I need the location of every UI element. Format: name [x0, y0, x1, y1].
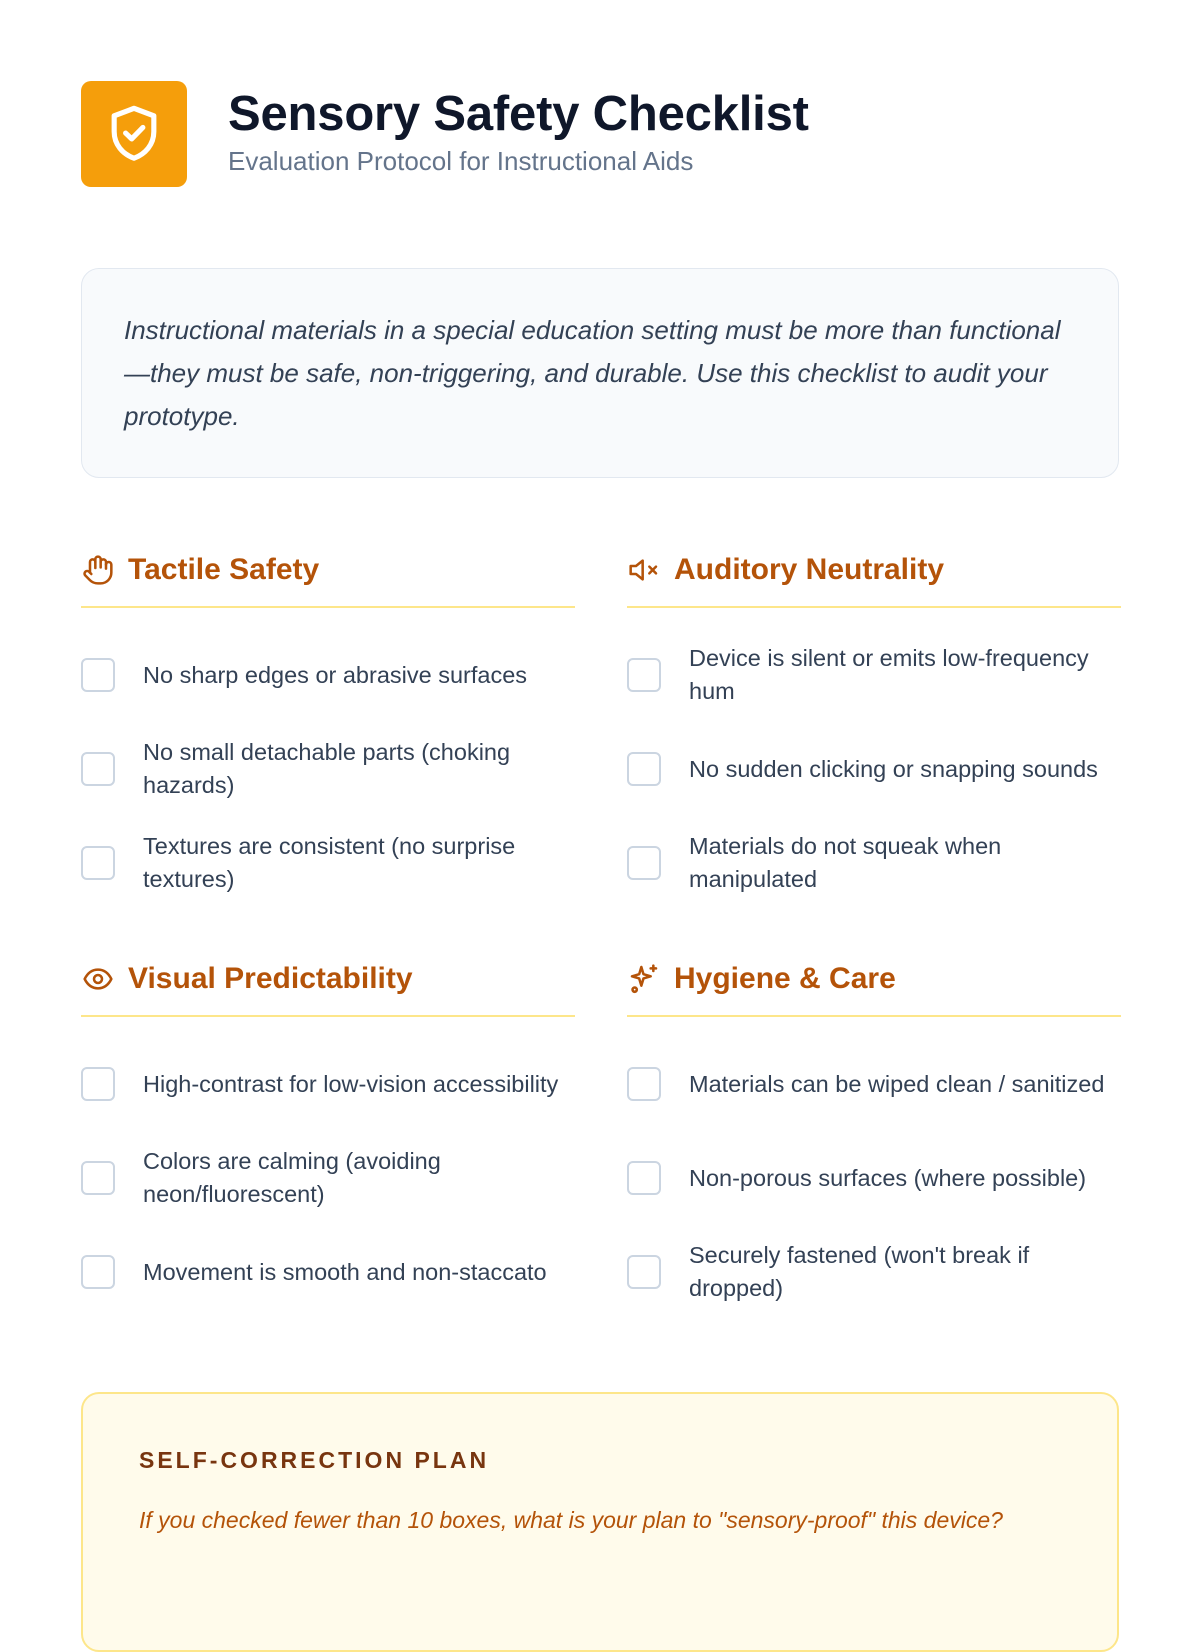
speaker-muted-icon [627, 553, 661, 587]
checklist-item-label: High-contrast for low-vision accessibility [143, 1070, 559, 1097]
checklist-item [81, 1051, 575, 1117]
checklist-item-label: Device is silent or emits low-frequency hum [689, 645, 1089, 704]
checklist-item [81, 1145, 575, 1211]
checkbox[interactable] [81, 658, 115, 692]
header-titles [228, 87, 809, 177]
checkbox[interactable] [81, 752, 115, 786]
checklist-item [81, 736, 575, 802]
section-title: Hygiene & Care [674, 962, 896, 995]
section-title: Tactile Safety [128, 553, 320, 586]
page-title: Sensory Safety Checklist [228, 87, 809, 141]
checklist-item-label: Movement is smooth and non-staccato [143, 1258, 547, 1285]
section-visual-predictability [81, 957, 575, 1305]
checklist-item-label: No sharp edges or abrasive surfaces [143, 661, 528, 688]
checklist-item [627, 1051, 1121, 1117]
self-correction-plan [81, 1392, 1119, 1652]
page-subtitle: Evaluation Protocol for Instructional Aids [228, 146, 694, 176]
plan-title: SELF-CORRECTION PLAN [139, 1447, 490, 1473]
eye-icon [81, 962, 115, 996]
checkbox[interactable] [81, 1255, 115, 1289]
hand-icon [81, 553, 115, 587]
checklist-item-label: Materials can be wiped clean / sanitized [689, 1070, 1105, 1097]
checkbox[interactable] [627, 1255, 661, 1289]
checklist-item [627, 1145, 1121, 1211]
section-title: Auditory Neutrality [674, 553, 945, 586]
checklist [81, 1051, 575, 1305]
checkbox[interactable] [81, 1161, 115, 1195]
plan-prompt: If you checked fewer than 10 boxes, what is your plan to "sensory-proof" this device? [139, 1507, 1003, 1533]
section-hygiene-care [627, 957, 1121, 1305]
checkbox[interactable] [627, 752, 661, 786]
shield-check-icon [81, 81, 187, 187]
checkbox[interactable] [627, 1161, 661, 1195]
checklist-item [81, 1239, 575, 1305]
checklist-item [627, 642, 1121, 708]
checklist-item-label: Securely fastened (won't break if dropped) [689, 1242, 1030, 1301]
checkbox[interactable] [81, 846, 115, 880]
checkbox[interactable] [627, 846, 661, 880]
checklist-item-label: Materials do not squeak when manipulated [689, 833, 1002, 892]
sparkles-icon [627, 962, 661, 996]
checklist-item-label: No small detachable parts (choking hazards) [143, 739, 511, 798]
checkbox[interactable] [627, 1067, 661, 1101]
checklist-page [81, 0, 1121, 1600]
checkbox[interactable] [81, 1067, 115, 1101]
page-header [81, 81, 809, 187]
section-title: Visual Predictability [128, 962, 413, 995]
checklist-item [627, 736, 1121, 802]
checklist-item-label: Colors are calming (avoiding neon/fluorescent) [143, 1148, 441, 1207]
section-header [627, 548, 1121, 608]
checklist-item [627, 830, 1121, 896]
checklist-item-label: No sudden clicking or snapping sounds [689, 755, 1098, 782]
checkbox[interactable] [627, 658, 661, 692]
section-header [81, 957, 575, 1017]
checklist-item [81, 642, 575, 708]
section-header [627, 957, 1121, 1017]
section-auditory-neutrality [627, 548, 1121, 896]
checklist [627, 642, 1121, 896]
intro-callout [81, 268, 1119, 478]
checklist-item [627, 1239, 1121, 1305]
intro-text: Instructional materials in a special education setting must be more than functional—they must be safe, non-triggering, and durable. Use this checklist to audit your prototype. [124, 315, 1061, 431]
section-header [81, 548, 575, 608]
checklist-item-label: Non-porous surfaces (where possible) [689, 1164, 1087, 1191]
section-tactile-safety [81, 548, 575, 896]
checklist [627, 1051, 1121, 1305]
checklist-item [81, 830, 575, 896]
checklist-item-label: Textures are consistent (no surprise textures) [143, 833, 516, 892]
checklist [81, 642, 575, 896]
